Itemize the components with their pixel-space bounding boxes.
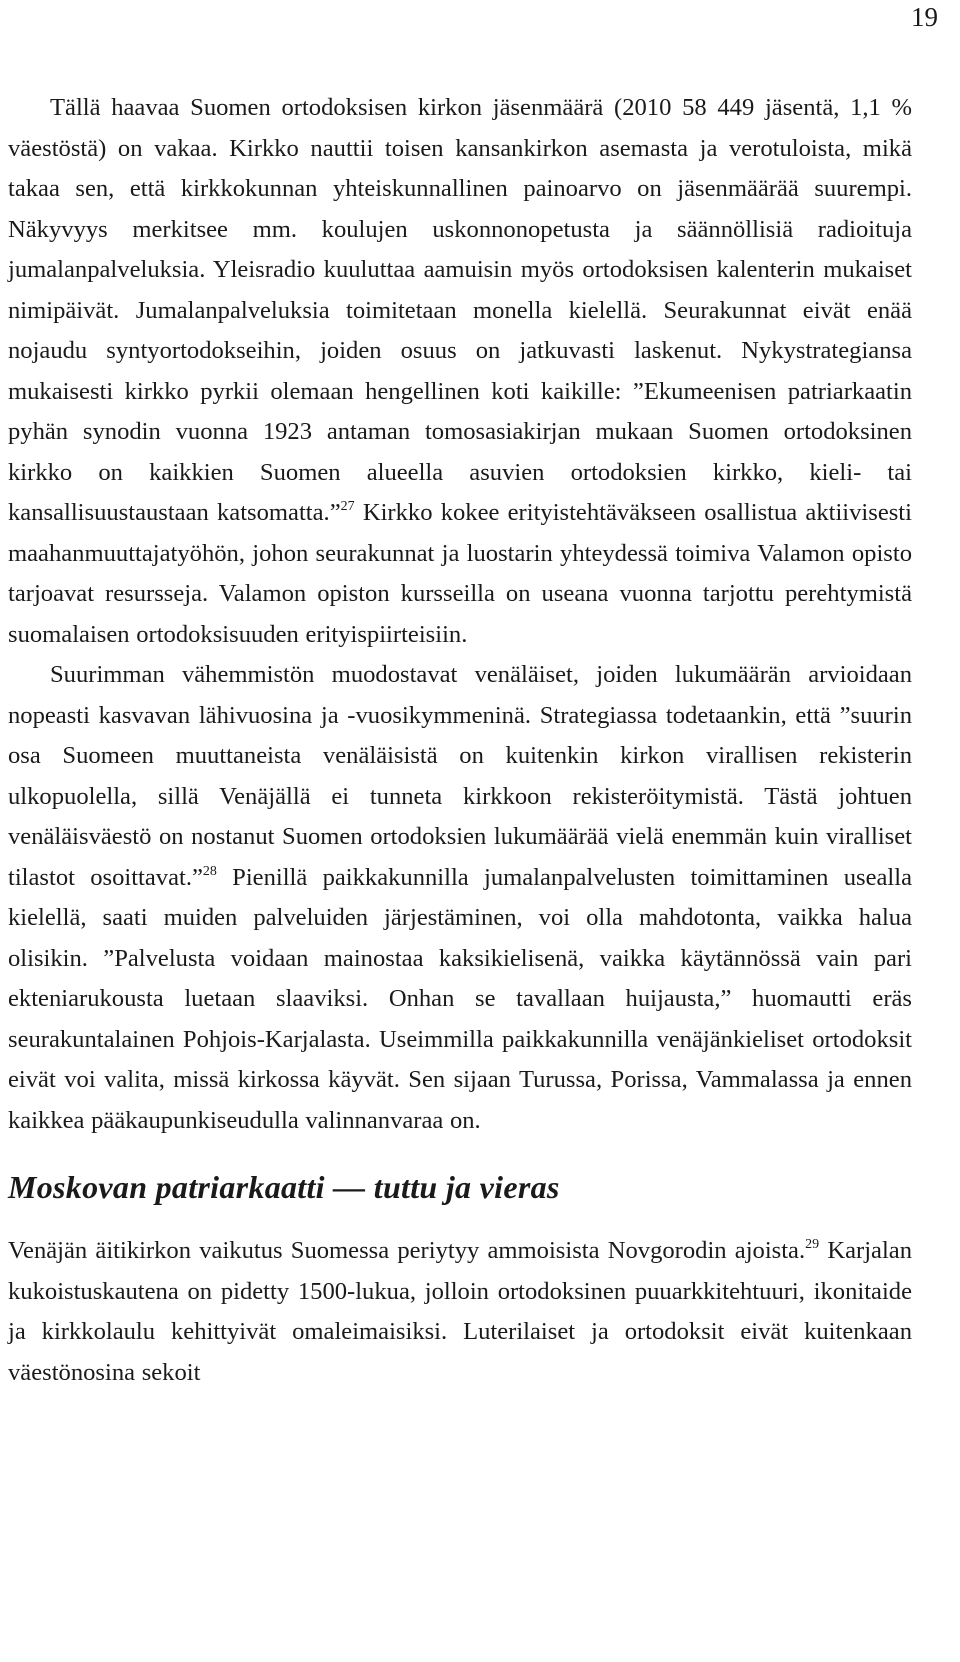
- paragraph: [8, 88, 912, 655]
- paragraph: [8, 1231, 912, 1393]
- paragraph-text: Pienillä paikkakunnilla jumalanpalvelusten toimittaminen usealla kielellä, saati muiden palveluiden järjestäminen, voi olla mahdotonta, vaikka halua olisikin. ”Palvelusta voidaan mainostaa kaksikielisenä, vaikka käytännössä vain pari ekteniarukousta luetaan slaaviksi. Onhan se tavallaan huijausta,” huomautti eräs seurakuntalainen Pohjois-Karjalasta. Useimmilla paikkakunnilla venäjänkieliset ortodoksit eivät voi valita, missä kirkossa käyvät. Sen sijaan Turussa, Porissa, Vammalassa ja ennen kaikkea pääkaupunkiseudulla valinnanvaraa on.: [8, 863, 912, 1134]
- paragraph-text: Karjalan kukoistuskautena on pidetty 1500-lukua, jolloin ortodoksinen puuarkkitehtuuri, ikonitaide ja kirkkolaulu kehittyivät omaleimaisiksi. Luterilaiset ja ortodoksit eivät kuitenkaan väestönosina sekoit: [8, 1237, 912, 1386]
- paragraph-text: Kirkko kokee erityistehtäväkseen osallistua aktiivisesti maahanmuuttajatyöhön, johon seurakunnat ja luostarin yhteydessä toimiva Valamon opisto tarjoavat resursseja. Valamon opiston kursseilla on useana vuonna tarjottu perehtymistä suomalaisen ortodoksisuuden erityispiirteisiin.: [8, 499, 912, 648]
- paragraph-text: Tällä haavaa Suomen ortodoksisen kirkon jäsenmäärä (2010 58 449 jäsentä, 1,1 % väestöstä) on vakaa. Kirkko nauttii toisen kansankirkon asemasta ja verotuloista, mikä takaa sen, että kirkkokunnan yhteiskunnallinen painoarvo on jäsenmäärää suurempi. Näkyvyys merkitsee mm. koulujen uskonnonopetusta ja säännöllisiä radioituja jumalanpalveluksia. Yleisradio kuuluttaa aamuisin myös ortodoksisen kalenterin mukaiset nimipäivät. Jumalanpalveluksia toimitetaan monella kielellä. Seurakunnat eivät enää nojaudu syntyortodokseihin, joiden osuus on jatkuvasti laskenut. Nykystrategiansa mukaisesti kirkko pyrkii olemaan hengellinen koti kaikille: ”Ekumeenisen patriarkaatin pyhän synodin vuonna 1923 antaman tomosasiakirjan mukaan Suomen ortodoksinen kirkko on kaikkien Suomen alueella asuvien ortodoksien kirkko, kieli- tai kansallisuustaustaan katsomatta.”: [8, 94, 912, 526]
- section-heading: Moskovan patriarkaatti — tuttu ja vieras: [8, 1169, 560, 1205]
- page-body: [8, 88, 912, 1393]
- paragraph-text: Venäjän äitikirkon vaikutus Suomessa periytyy ammoisista Novgorodin ajoista.: [8, 1237, 806, 1264]
- page-number: 19: [911, 2, 938, 32]
- paragraph: [8, 655, 912, 1141]
- paragraph-text: Suurimman vähemmistön muodostavat venäläiset, joiden lukumäärän arvioidaan nopeasti kasvavan lähivuosina ja -vuosikymmeninä. Strategiassa todetaankin, että ”suurin osa Suomeen muuttaneista venäläisistä on kuitenkin kirkon virallisen rekisterin ulkopuolella, sillä Venäjällä ei tunneta kirkkoon rekisteröitymistä. Tästä johtuen venäläisväestö on nostanut Suomen ortodoksien lukumäärää vielä enemmän kuin viralliset tilastot osoittavat.”: [8, 661, 912, 891]
- footnote-marker: 29: [805, 1237, 820, 1252]
- footnote-marker: 27: [340, 499, 355, 514]
- footnote-marker: 28: [202, 863, 217, 879]
